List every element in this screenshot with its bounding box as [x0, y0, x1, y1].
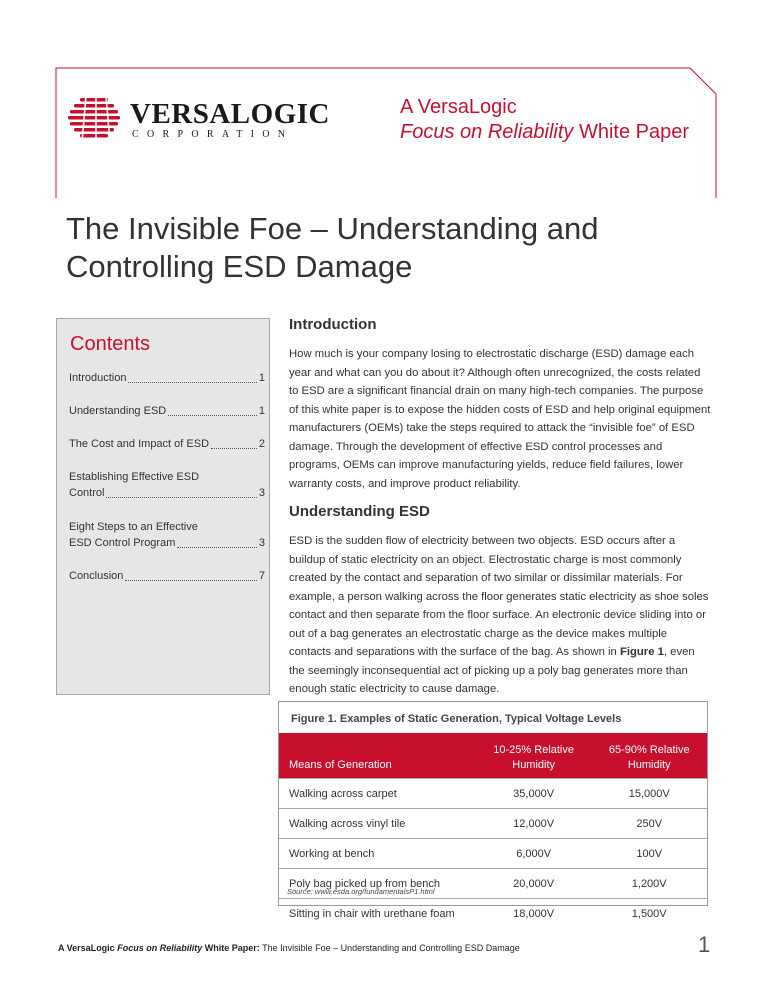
figure-1-reference: Figure 1: [619, 646, 664, 658]
introduction-heading: Introduction: [289, 316, 377, 333]
footer-title: The Invisible Foe – Understanding and Controlling ESD Damage: [259, 943, 520, 953]
contents-sidebar: [56, 318, 270, 695]
page-number: 1: [698, 932, 711, 957]
table-cell: Working at bench: [279, 839, 476, 869]
toc-label: Conclusion: [69, 570, 124, 582]
logo-subtitle: CORPORATION: [132, 129, 294, 140]
footer-series: Focus on Reliability: [117, 943, 203, 953]
footer-prefix: A VersaLogic: [58, 943, 118, 953]
toc-page: 1: [258, 372, 265, 384]
table-cell: 1,200V: [591, 869, 707, 899]
toc-item-introduction[interactable]: [69, 370, 265, 386]
toc-item-understanding-esd[interactable]: [69, 403, 265, 419]
table-cell: 100V: [591, 839, 707, 869]
understanding-esd-body: [289, 532, 711, 699]
toc-item-conclusion[interactable]: [69, 568, 265, 584]
toc-label: ESD Control Program: [69, 537, 176, 549]
table-row: [279, 839, 707, 869]
toc-label: Understanding ESD: [69, 405, 167, 417]
logo-wordmark: VERSALOGIC: [130, 98, 330, 130]
figure-source: Source: www.esda.org/fundamentalsP1.html: [287, 887, 435, 896]
table-cell: Walking across vinyl tile: [279, 809, 476, 839]
toc-item-cost-and-impact[interactable]: [69, 436, 265, 452]
table-row: [279, 899, 707, 929]
toc-label-line1: Establishing Effective ESD: [69, 471, 200, 483]
toc-page: 7: [258, 570, 265, 582]
toc-item-establishing-control[interactable]: [69, 469, 265, 501]
table-cell: Sitting in chair with urethane foam: [279, 899, 476, 929]
toc-label: Introduction: [69, 372, 127, 384]
toc-page: 3: [258, 487, 265, 499]
static-generation-table: [279, 733, 707, 928]
table-cell: 20,000V: [476, 869, 592, 899]
header-doc-type: White Paper: [573, 121, 690, 143]
toc-page: 2: [258, 438, 265, 450]
toc-label: The Cost and Impact of ESD: [69, 438, 210, 450]
header-line-2: [400, 121, 689, 144]
table-row: [279, 809, 707, 839]
contents-title: Contents: [70, 333, 151, 355]
understanding-esd-heading: Understanding ESD: [289, 503, 430, 520]
figure-caption: Figure 1. Examples of Static Generation, Typical Voltage Levels: [291, 713, 622, 725]
header-line-1: A VersaLogic: [400, 96, 517, 118]
header-series-name: Focus on Reliability: [400, 121, 574, 143]
table-header-row: [279, 733, 707, 779]
figure-1: [278, 701, 708, 920]
table-row: [279, 779, 707, 809]
table-cell: Walking across carpet: [279, 779, 476, 809]
table-header: 65-90% Relative Humidity: [591, 733, 707, 779]
table-cell: Poly bag picked up from bench: [279, 869, 476, 899]
table-cell: 1,500V: [591, 899, 707, 929]
table-cell: 15,000V: [591, 779, 707, 809]
footer-doc-type: White Paper:: [202, 943, 260, 953]
table-cell: 35,000V: [476, 779, 592, 809]
versalogic-logo: [66, 96, 330, 142]
toc-page: 1: [258, 405, 265, 417]
document-title: The Invisible Foe – Understanding and Controlling ESD Damage: [66, 211, 599, 284]
toc-label: Control: [69, 487, 105, 499]
logo-globe-icon: [66, 96, 126, 142]
page-footer: [58, 943, 520, 953]
introduction-body: How much is your company losing to electrostatic discharge (ESD) damage each year and what can you do about it? Although often unrecognized, the costs related to ESD are a significant financial drain on many high-tech companies. The purpose of this white paper is to expose the hidden costs of ESD and help original equipment manufacturers (OEMs) take the steps required to attack the “invisible foe” of ESD damage. Through the development of effective ESD control processes and programs, OEMs can improve manufacturing yields, reduce field failures, lower warranty costs, and improve product reliability.: [289, 348, 711, 490]
toc-item-eight-steps[interactable]: [69, 519, 265, 551]
table-cell: 18,000V: [476, 899, 592, 929]
table-cell: 12,000V: [476, 809, 592, 839]
table-header: 10-25% Relative Humidity: [476, 733, 592, 779]
table-header: Means of Generation: [279, 733, 476, 779]
table-cell: 6,000V: [476, 839, 592, 869]
toc-label-line1: Eight Steps to an Effective: [69, 521, 198, 533]
understanding-body-part2: , even the seemingly inconsequential act of picking up a poly bag generates more than enough static electricity to cause damage.: [289, 646, 695, 695]
understanding-body-part1: ESD is the sudden flow of electricity between two objects. ESD occurs after a buildup of static electricity on an object. Electrostatic charge is most commonly created by the contact and separation of two similar or dissimilar materials. For example, a person walking across the floor generates static electricity as shoe soles contact and then separate from the floor surface. An electronic device sliding into or out of a bag generates an electrostatic charge as the device makes multiple contacts and separations with the surface of the bag. As shown in: [289, 535, 709, 658]
toc-page: 3: [258, 537, 265, 549]
table-cell: 250V: [591, 809, 707, 839]
